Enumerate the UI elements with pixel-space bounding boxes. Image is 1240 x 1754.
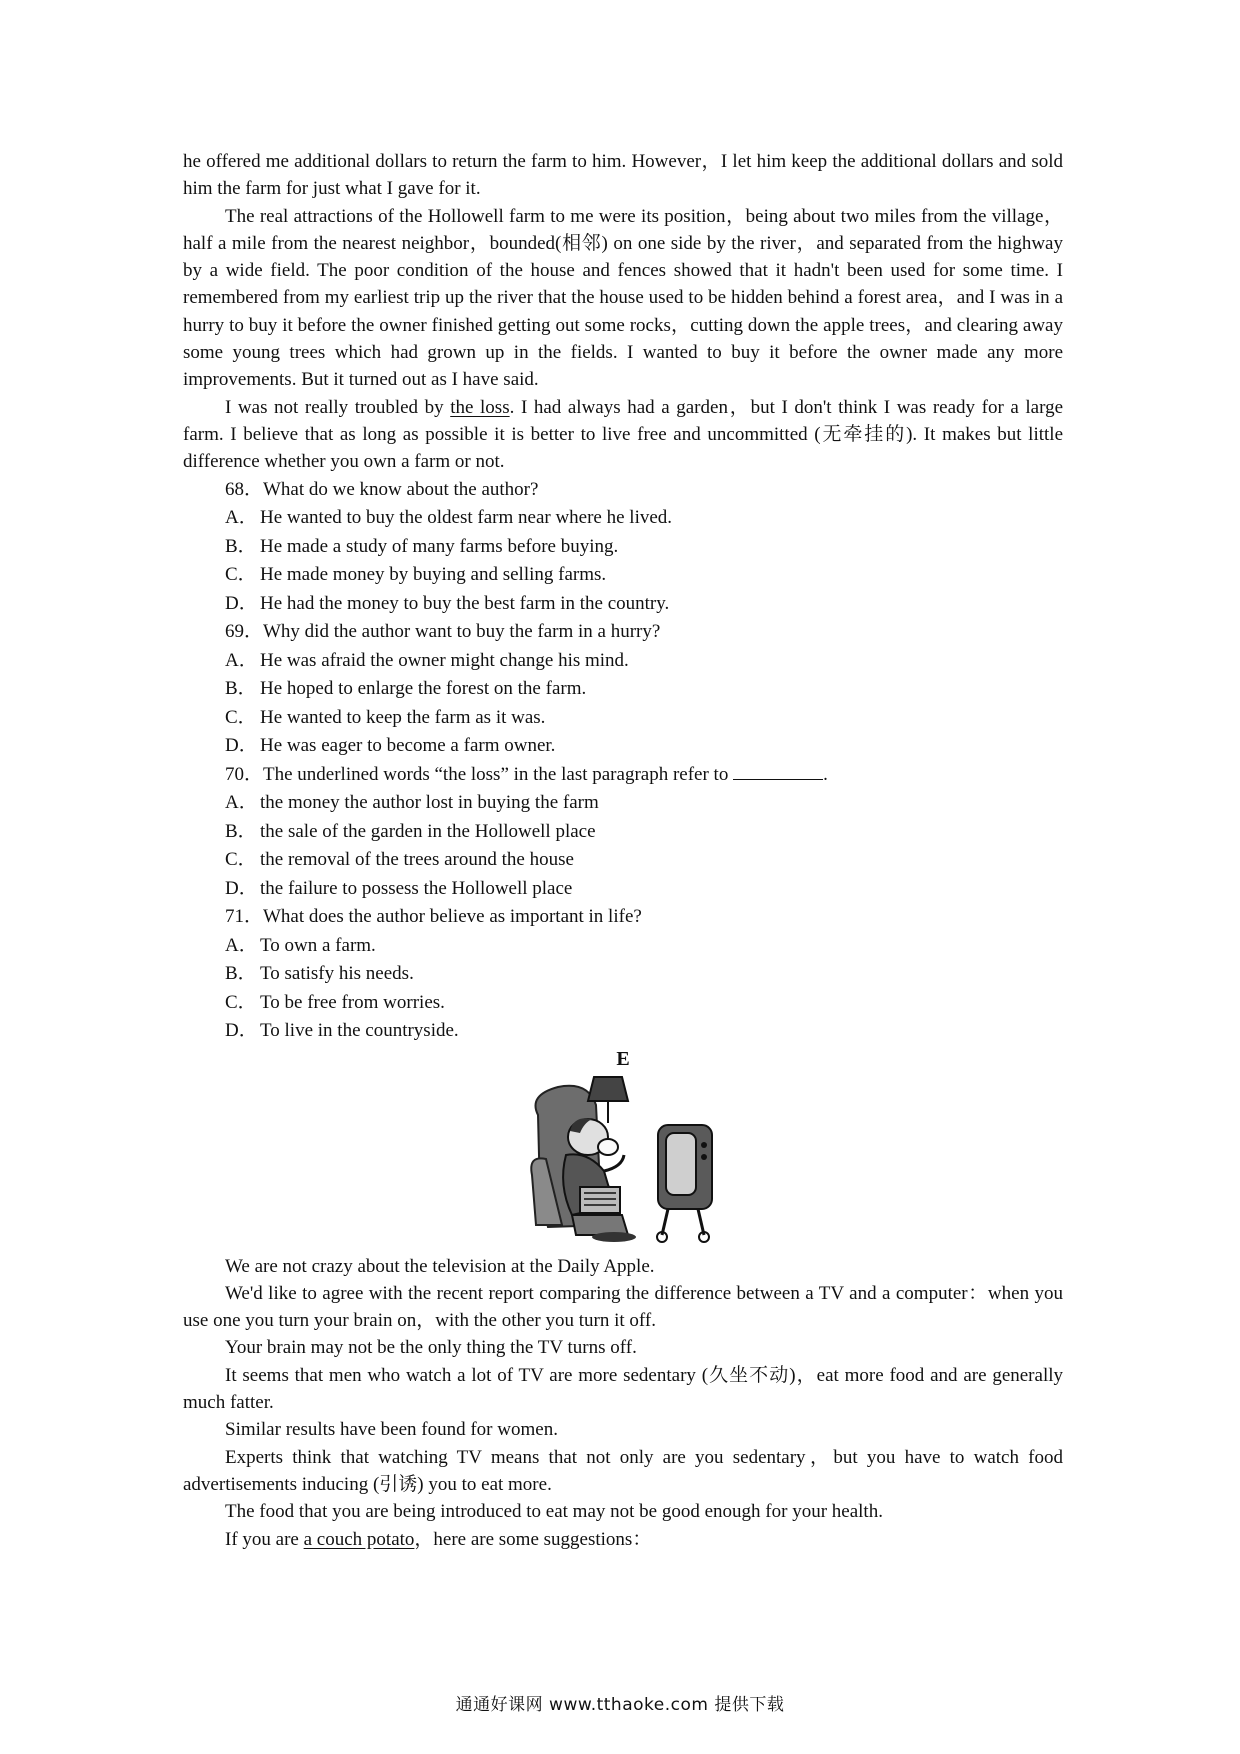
option-a	[183, 932, 1063, 961]
option-d	[183, 875, 1063, 904]
underlined-the-loss: the loss	[450, 396, 510, 418]
passage-e-last-line	[183, 1526, 1063, 1553]
option-text: To satisfy his needs.	[260, 963, 414, 985]
option-letter: D．	[225, 1020, 258, 1042]
option-text: To be free from worries.	[260, 991, 445, 1013]
tv-screen	[666, 1133, 696, 1195]
option-c	[183, 561, 1063, 590]
option-b	[183, 818, 1063, 847]
option-text: the failure to possess the Hollowell place	[260, 877, 573, 899]
option-letter: D．	[225, 735, 258, 757]
option-text: He had the money to buy the best farm in the country.	[260, 592, 670, 614]
option-letter: C．	[225, 564, 257, 586]
option-a	[183, 789, 1063, 818]
option-b	[183, 960, 1063, 989]
stem-text: 70．The underlined words “the loss” in the last paragraph refer to	[225, 763, 729, 785]
passage-d-paragraph-1: he offered me additional dollars to return the farm to him. However，I let him keep the additional dollars and sold him the farm for just what I gave for it.	[183, 151, 1063, 200]
passage-d-paragraph-3	[183, 394, 1063, 476]
underlined-couch-potato: a couch potato	[303, 1528, 415, 1550]
option-letter: B．	[225, 535, 257, 557]
option-letter: C．	[225, 849, 257, 871]
question-stem: 71．What does the author believe as important in life?	[225, 906, 642, 928]
option-text: He made money by buying and selling farms.	[260, 564, 607, 586]
section-e-heading: E	[616, 1047, 630, 1070]
option-d	[183, 732, 1063, 761]
question-stem: 68．What do we know about the author?	[225, 478, 539, 500]
option-d	[183, 1017, 1063, 1046]
lamp-shade	[588, 1077, 628, 1101]
food-box	[580, 1187, 620, 1213]
option-c	[183, 989, 1063, 1018]
passage-e-paragraph-2: We'd like to agree with the recent report comparing the difference between a TV and a computer：when you use one you turn your brain on，with the other you turn it off.	[183, 1282, 1063, 1332]
option-letter: C．	[225, 706, 257, 728]
question-69	[183, 618, 1063, 761]
option-text: He was afraid the owner might change his mind.	[260, 649, 629, 671]
tv-couch-cartoon	[518, 1075, 728, 1247]
text-span: ，here are some suggestions：	[414, 1528, 652, 1550]
man-nose	[598, 1139, 618, 1155]
option-letter: C．	[225, 991, 257, 1013]
option-a	[183, 647, 1063, 676]
text-span: If you are	[225, 1528, 304, 1550]
option-text: He wanted to keep the farm as it was.	[260, 706, 546, 728]
man-feet	[592, 1232, 636, 1242]
option-text: To own a farm.	[260, 934, 376, 956]
option-letter: B．	[225, 963, 257, 985]
answer-blank	[733, 761, 823, 780]
option-b	[183, 533, 1063, 562]
option-letter: D．	[225, 877, 258, 899]
option-letter: D．	[225, 592, 258, 614]
option-letter: B．	[225, 820, 257, 842]
question-68	[183, 476, 1063, 619]
page-content	[183, 148, 1063, 1553]
option-letter: A．	[225, 507, 258, 529]
option-text: the sale of the garden in the Hollowell place	[260, 820, 596, 842]
option-a	[183, 504, 1063, 533]
option-c	[183, 846, 1063, 875]
option-letter: A．	[225, 934, 258, 956]
passage-e-paragraph-1: We are not crazy about the television at the Daily Apple.	[225, 1255, 655, 1277]
option-letter: A．	[225, 792, 258, 814]
option-text: the money the author lost in buying the farm	[260, 792, 599, 814]
option-b	[183, 675, 1063, 704]
question-stem: 69．Why did the author want to buy the farm in a hurry?	[225, 621, 661, 643]
text-span: I was not really troubled by	[225, 396, 451, 418]
passage-e-paragraph-6: Experts think that watching TV means that not only are you sedentary，but you have to watch food advertisements inducing (引诱) you to eat more.	[183, 1446, 1063, 1495]
option-text: He hoped to enlarge the forest on the farm.	[260, 678, 587, 700]
option-text: To live in the countryside.	[260, 1020, 459, 1042]
page-footer: 通通好课网 www.tthaoke.com 提供下载	[455, 1695, 785, 1715]
passage-e-paragraph-5: Similar results have been found for women.	[225, 1419, 558, 1441]
option-d	[183, 590, 1063, 619]
question-71	[183, 903, 1063, 1046]
option-text: He made a study of many farms before buying.	[260, 535, 619, 557]
passage-e-paragraph-7: The food that you are being introduced to eat may not be good enough for your health.	[225, 1501, 883, 1523]
man-legs	[572, 1215, 628, 1235]
passage-e-paragraph-3: Your brain may not be the only thing the TV turns off.	[225, 1337, 637, 1359]
question-70	[183, 761, 1063, 904]
passage-e-paragraph-4: It seems that men who watch a lot of TV are more sedentary (久坐不动)，eat more food and are generally much fatter.	[183, 1364, 1063, 1414]
stem-end: .	[823, 763, 828, 785]
option-text: He wanted to buy the oldest farm near where he lived.	[260, 507, 673, 529]
option-letter: B．	[225, 678, 257, 700]
man-arm	[604, 1155, 624, 1171]
option-text: He was eager to become a farm owner.	[260, 735, 556, 757]
option-text: the removal of the trees around the house	[260, 849, 574, 871]
option-letter: A．	[225, 649, 258, 671]
question-stem	[183, 761, 1063, 790]
text-span: . I had always had a garden，but I don't think I was ready for a large farm. I believe that as long as possible it is better to live free and uncommitted (无牵挂的). It makes but little difference whether you own a farm or not.	[183, 396, 1064, 473]
option-c	[183, 704, 1063, 733]
passage-d-paragraph-2: The real attractions of the Hollowell farm to me were its position，being about two miles from the village，half a mile from the nearest neighbor，bounded(相邻) on one side by the river，and separated from the highway by a wide field. The poor condition of the house and fences showed that it hadn't been used for some time. I remembered from my earliest trip up the river that the house used to be hidden behind a forest area，and I was in a hurry to buy it before the owner finished getting out some rocks，cutting down the apple trees，and clearing away some young trees which had grown up in the fields. I wanted to buy it before the owner made any more improvements. But it turned out as I have said.	[183, 205, 1063, 391]
